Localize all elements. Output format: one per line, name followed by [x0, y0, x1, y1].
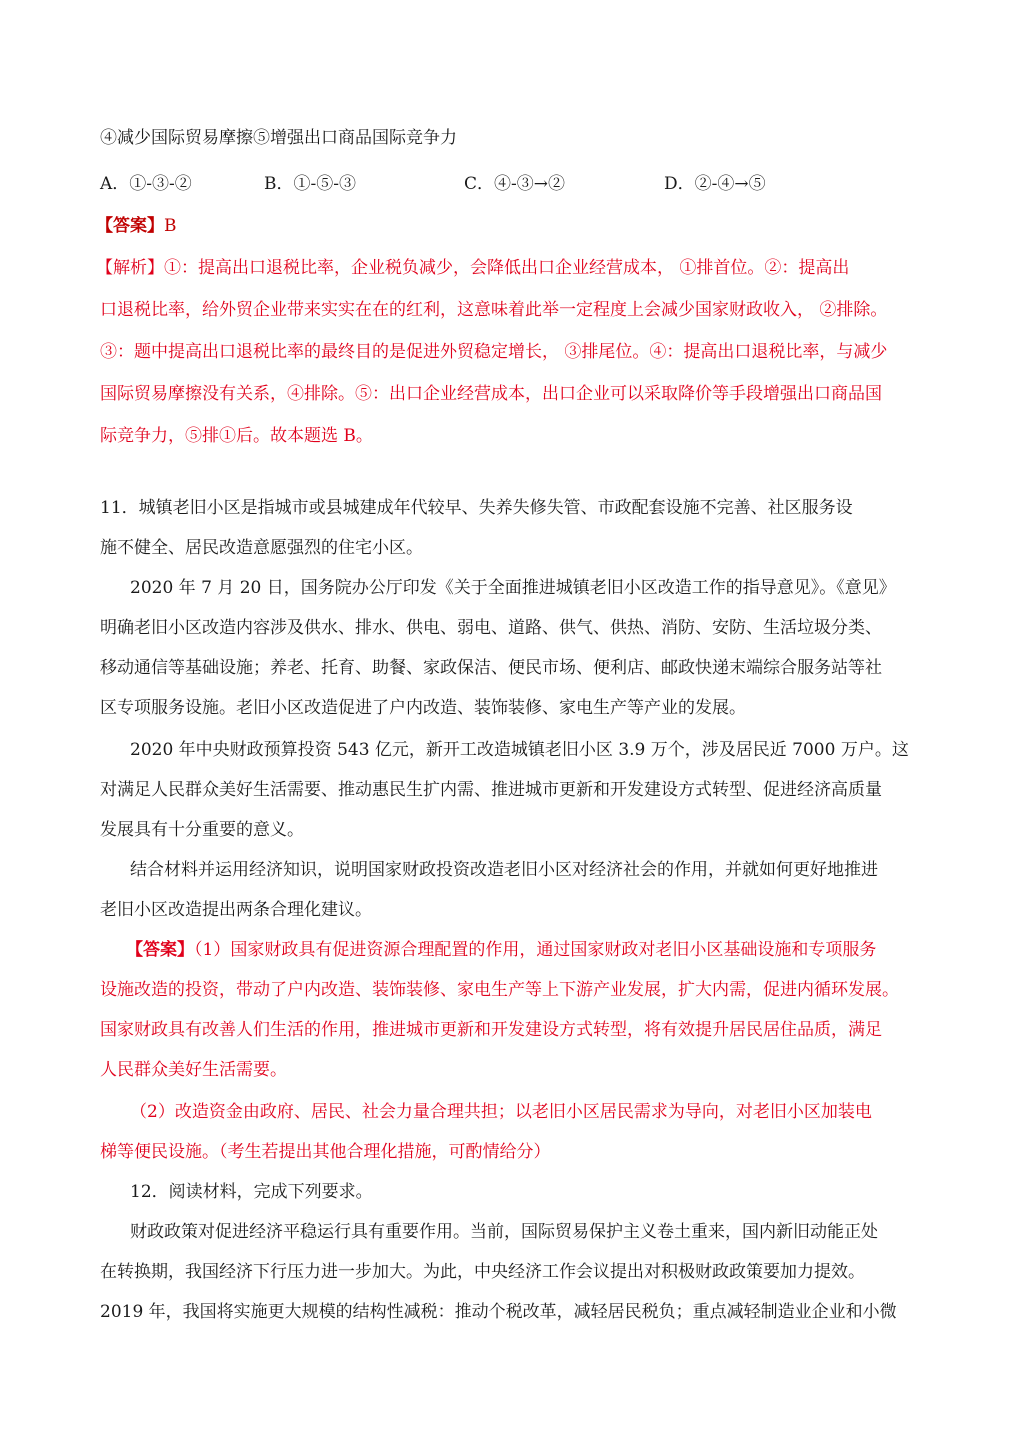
analysis-line-1: [96, 256, 849, 280]
q11-para2-line-2: 明确老旧小区改造内容涉及供水、排水、供电、弱电、道路、供气、供热、消防、安防、生活垃圾分类、: [100, 618, 882, 638]
q11-stem-line-1: 11．城镇老旧小区是指城市或县城建成年代较早、失养失修失管、市政配套设施不完善、社区服务设: [100, 498, 853, 518]
q11-para2-line-4: 区专项服务设施。老旧小区改造促进了户内改造、装饰装修、家电生产等产业的发展。: [100, 698, 746, 718]
option-d: D．②-④→⑤: [664, 174, 766, 194]
analysis-line-2: 口退税比率，给外贸企业带来实实在在的红利，这意味着此举一定程度上会减少国家财政收入， ②排除。: [100, 300, 888, 320]
q11-para3-line-2: 对满足人民群众美好生活需要、推动惠民生扩内需、推进城市更新和开发建设方式转型、促进经济高质量: [100, 780, 882, 800]
q12-stem: 12．阅读材料，完成下列要求。: [130, 1182, 373, 1202]
analysis-line-4: 国际贸易摩擦没有关系，④排除。⑤：出口企业经营成本，出口企业可以采取降价等手段增强出口商品国: [100, 384, 882, 404]
q11-question-line-1: 结合材料并运用经济知识，说明国家财政投资改造老旧小区对经济社会的作用，并就如何更好地推进: [130, 860, 878, 880]
q11-para2-line-1: 2020 年 7 月 20 日，国务院办公厅印发《关于全面推进城镇老旧小区改造工作的指导意见》。《意见》: [130, 578, 896, 598]
q11-answer-line-3: 国家财政具有改善人们生活的作用，推进城市更新和开发建设方式转型，将有效提升居民居住品质，满足: [100, 1020, 882, 1040]
option-a: A．①-③-②: [100, 174, 192, 194]
q11-answer2-line-1: （2）改造资金由政府、居民、社会力量合理共担；以老旧小区居民需求为导向，对老旧小区加装电: [130, 1102, 872, 1122]
answer-label: 【答案】: [126, 940, 194, 960]
answer-label: 【答案】: [96, 216, 164, 236]
q11-para2-line-3: 移动通信等基础设施；养老、托育、助餐、家政保洁、便民市场、便利店、邮政快递末端综合服务站等社: [100, 658, 882, 678]
q10-options: [100, 172, 766, 196]
analysis-text: ①：提高出口退税比率，企业税负减少，会降低出口企业经营成本， ①排首位。②：提高出: [164, 258, 850, 278]
answer-text: （1）国家财政具有促进资源合理配置的作用，通过国家财政对老旧小区基础设施和专项服务: [194, 940, 877, 960]
option-c: C．④-③→②: [464, 174, 565, 194]
answer-value: B: [164, 216, 177, 236]
q10-answer: [96, 214, 177, 238]
q11-stem-line-2: 施不健全、居民改造意愿强烈的住宅小区。: [100, 538, 423, 558]
q11-answer-line-4: 人民群众美好生活需要。: [100, 1060, 287, 1080]
q11-answer2-line-2: 梯等便民设施。（考生若提出其他合理化措施，可酌情给分）: [100, 1142, 551, 1162]
q12-para-line-3: 2019 年，我国将实施更大规模的结构性减税：推动个税改革，减轻居民税负；重点减轻制造业企业和小微: [100, 1302, 897, 1322]
q11-para3-line-1: 2020 年中央财政预算投资 543 亿元，新开工改造城镇老旧小区 3.9 万个，涉及居民近 7000 万户。这: [130, 740, 909, 760]
analysis-label: 【解析】: [96, 258, 164, 278]
q11-answer-line-2: 设施改造的投资，带动了户内改造、装饰装修、家电生产等上下游产业发展，扩大内需，促进内循环发展。: [100, 980, 899, 1000]
q11-question-line-2: 老旧小区改造提出两条合理化建议。: [100, 900, 372, 920]
q11-answer-line-1: [126, 938, 876, 962]
q10-item-line: ④减少国际贸易摩擦⑤增强出口商品国际竞争力: [100, 128, 457, 148]
q12-para-line-1: 财政政策对促进经济平稳运行具有重要作用。当前，国际贸易保护主义卷土重来，国内新旧动能正处: [130, 1222, 878, 1242]
analysis-line-5: 际竞争力，⑤排①后。故本题选 B。: [100, 426, 373, 446]
q11-para3-line-3: 发展具有十分重要的意义。: [100, 820, 304, 840]
q12-para-line-2: 在转换期，我国经济下行压力进一步加大。为此，中央经济工作会议提出对积极财政政策要加力提效。: [100, 1262, 865, 1282]
analysis-line-3: ③：题中提高出口退税比率的最终目的是促进外贸稳定增长， ③排尾位。④：提高出口退税比率，与减少: [100, 342, 888, 362]
option-b: B．①-⑤-③: [264, 174, 356, 194]
